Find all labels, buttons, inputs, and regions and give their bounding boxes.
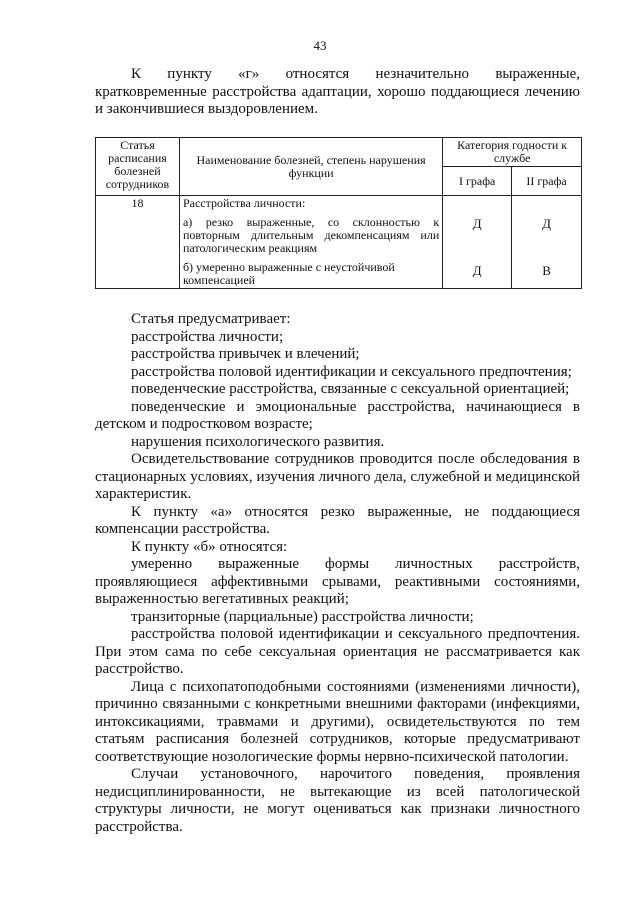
intro-line-3: и закончившиеся выздоровлением. [95, 101, 318, 117]
paragraph: транзиторные (парциальные) расстройства личности; [131, 608, 474, 625]
cell-grade-1 [443, 196, 512, 289]
grade-a-2: Д [542, 216, 551, 231]
header-disease: Наименование болезней, степень нарушения функции [179, 138, 442, 196]
cell-grade-2 [512, 196, 582, 289]
paragraph: Освидетельствование сотрудников проводится после обследования в стационарных условиях, изучения личного дела, служебной и медицинской характеристик. [95, 451, 580, 502]
paragraph: нарушения психологического развития. [131, 433, 385, 450]
paragraph: К пункту «а» относятся резко выраженные, не поддающиеся компенсации расстройства. [95, 503, 580, 537]
header-grade-2: II графа [512, 167, 582, 196]
header-grade-1: I графа [443, 167, 512, 196]
disease-table [95, 137, 582, 289]
paragraph: поведенческие и эмоциональные расстройства, начинающиеся в детском и подростковом возрасте; [95, 398, 580, 432]
grade-b-1: Д [472, 263, 482, 278]
intro-paragraph [95, 66, 580, 119]
disease-item-a: а) резко выраженные, со склонностью к повторным длительным декомпенсациям или патологическим реакциям [182, 215, 440, 255]
cell-article: 18 [96, 196, 180, 289]
table-header-row [96, 138, 582, 167]
grade-a-1: Д [472, 216, 482, 231]
disease-item-b: б) умеренно выраженные с неустойчивой компенсацией [182, 260, 395, 287]
header-category: Категория годности к службе [443, 138, 582, 167]
paragraph: поведенческие расстройства, связанные с сексуальной ориентацией; [131, 381, 570, 397]
paragraph: К пункту «б» относятся: [131, 538, 288, 555]
paragraph: Статья предусматривает: [131, 311, 291, 327]
table-row [96, 196, 582, 289]
paragraph: умеренно выраженные формы личностных расстройств, проявляющиеся аффективными срывами, реактивными состояниями, выраженностью вегетативных реакций; [95, 556, 580, 607]
header-article: Статья расписания болезней сотрудников [96, 138, 180, 196]
article-body [95, 311, 580, 836]
paragraph: Лица с психопатоподобными состояниями (изменениями личности), причинно связанными с конкретными внешними факторами (инфекциями, интоксикациями, травмами и другими), освидетельствуются по тем статьям расписания болезней сотрудников, которые предусматривают соответствующие нозологические формы нервно-психической патологии. [95, 678, 580, 765]
grade-b-2: В [542, 263, 551, 278]
cell-disease [179, 196, 442, 289]
paragraph: расстройства привычек и влечений; [131, 346, 360, 362]
page-number: 43 [313, 38, 327, 53]
disease-title: Расстройства личности: [182, 196, 306, 210]
paragraph: расстройства личности; [131, 328, 284, 345]
paragraph: расстройства половой идентификации и сексуального предпочтения. При этом сама по себе сексуальная ориентация не рассматривается как расстройство. [95, 626, 580, 677]
intro-line-1: К пункту «г» относятся незначительно выраженные, [131, 66, 580, 82]
paragraph: расстройства половой идентификации и сексуального предпочтения; [131, 363, 572, 380]
intro-line-2: кратковременные расстройства адаптации, хорошо поддающиеся лечению [95, 83, 580, 100]
paragraph: Случаи установочного, нарочитого поведения, проявления недисциплинированности, не вытекающие из всей патологической структуры личности, не могут оцениваться как признаки личностного расстройства. [95, 766, 580, 835]
